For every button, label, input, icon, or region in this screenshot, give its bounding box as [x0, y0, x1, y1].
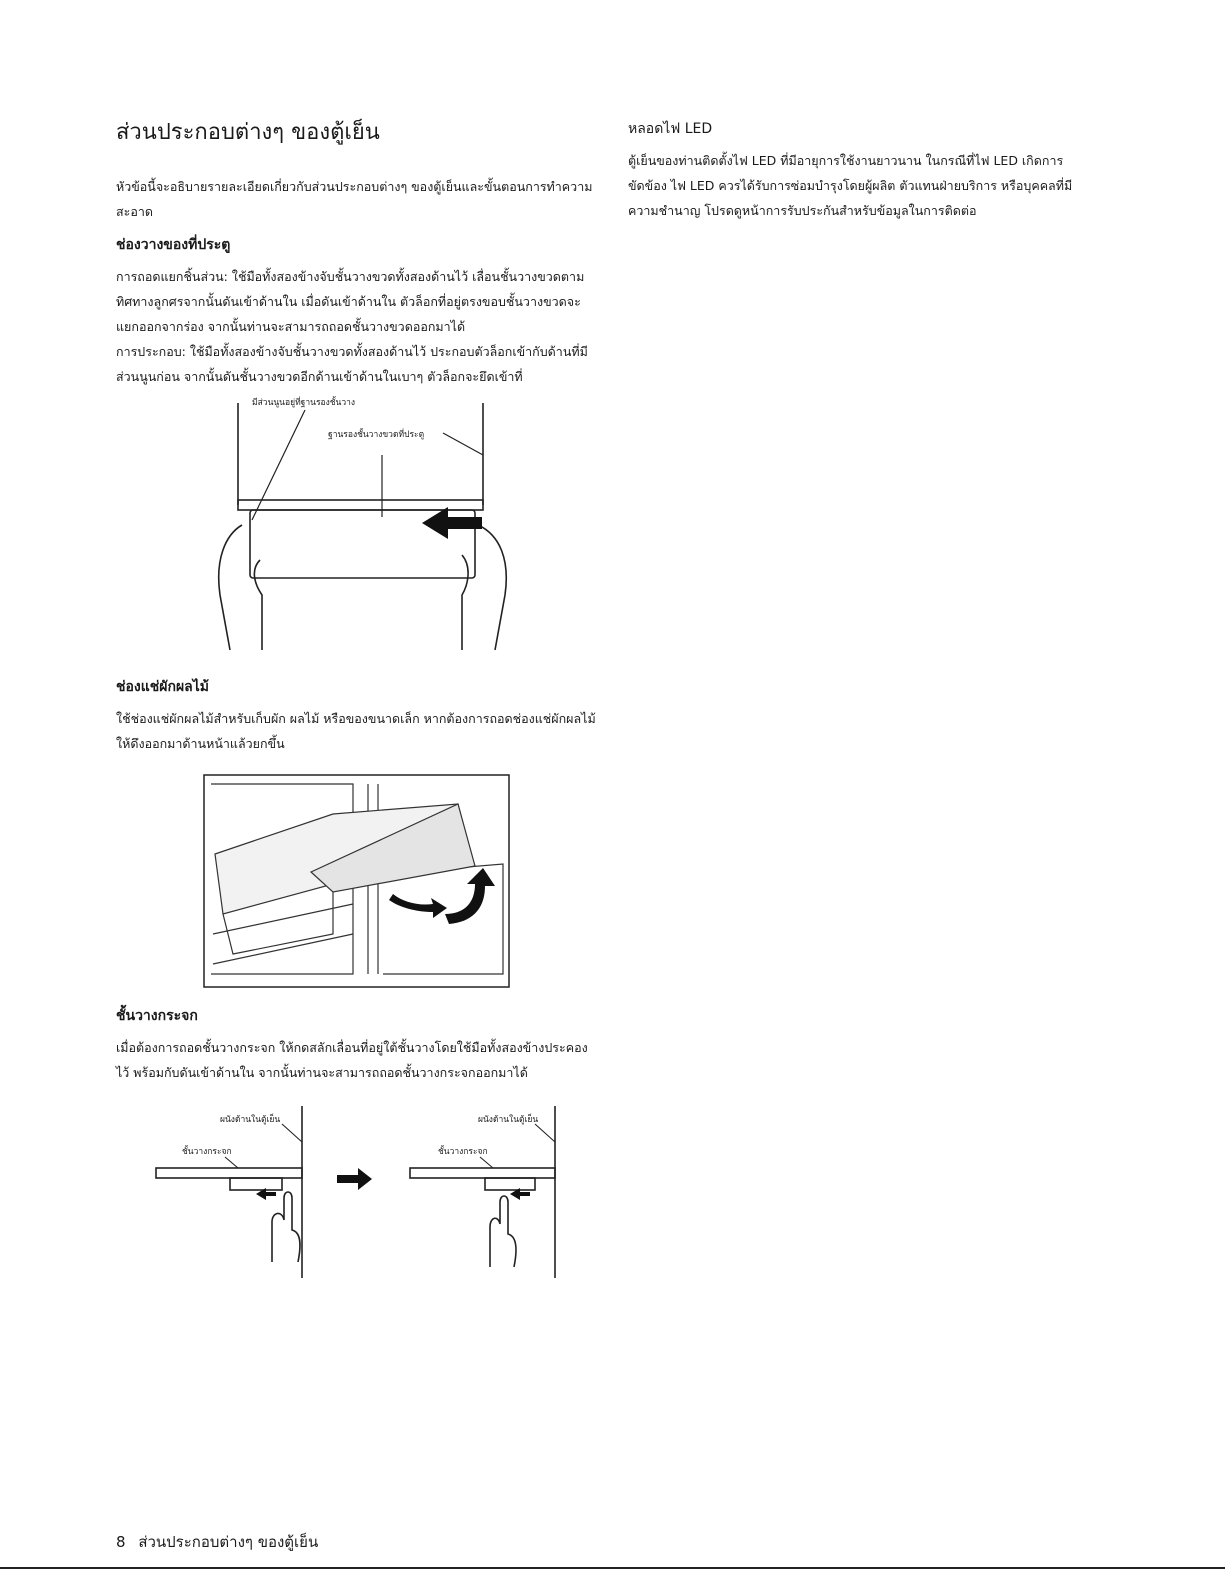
footer-rule: [0, 1567, 1225, 1569]
glass-shelf-heading: ชั้นวางกระจก: [116, 1008, 198, 1024]
door-shelf-assembly-text: การประกอบ: ใช้มือทั้งสองข้างจับชั้นวางขวดทั้งสองด้านไว้ ประกอบตัวล็อกเข้ากับด้านที่มีส่วนนูนก่อน จากนั้นดันชั้นวางขวดอีกด้านเข้าด้านในเบาๆ ตัวล็อกจะยึดเข้าที่: [116, 344, 588, 384]
door-shelf-label-base: ฐานรองชั้นวางขวดที่ประตู: [328, 430, 425, 440]
door-shelf-figure: [200, 395, 530, 660]
page-footer: [116, 1530, 318, 1554]
crisper-section: [116, 676, 596, 762]
glass-shelf-label-1: ชั้นวางกระจก: [182, 1147, 232, 1157]
crisper-heading: ช่องแช่ผักผลไม้: [116, 679, 210, 695]
page-number: 8: [116, 1533, 126, 1551]
intro-paragraph: หัวข้อนี้จะอธิบายรายละเอียดเกี่ยวกับส่วนประกอบต่างๆ ของตู้เย็นและขั้นตอนการทำความสะอาด: [116, 179, 593, 219]
glass-shelf-section: [116, 1005, 596, 1091]
door-shelf-heading: ช่องวางของที่ประตู: [116, 237, 231, 253]
led-text: ตู้เย็นของท่านติดตั้งไฟ LED ที่มีอายุการใช้งานยาวนาน ในกรณีที่ไฟ LED เกิดการขัดข้อง ไฟ LED ควรได้รับการซ่อมบำรุงโดยผู้ผลิต ตัวแทนฝ่ายบริการ หรือบุคคลที่มีความชำนาญ โปรดดูหน้าการรับประกันสำหรับข้อมูลในการติดต่อ: [628, 153, 1073, 218]
page-title: ส่วนประกอบต่างๆ ของตู้เย็น: [116, 120, 380, 145]
crisper-text: ใช้ช่องแช่ผักผลไม้สำหรับเก็บผัก ผลไม้ หรือของขนาดเล็ก หากต้องการถอดช่องแช่ผักผลไม้ ให้ดึงออกมาด้านหน้าแล้วยกขึ้น: [116, 711, 596, 751]
door-shelf-label-bump: มีส่วนนูนอยู่ที่ฐานรองชั้นวาง: [252, 398, 356, 408]
glass-shelf-label-2: ชั้นวางกระจก: [438, 1147, 488, 1157]
crisper-figure: [203, 774, 510, 988]
led-heading: หลอดไฟ LED: [628, 121, 713, 137]
glass-shelf-text: เมื่อต้องการถอดชั้นวางกระจก ให้กดสลักเลื่อนที่อยู่ใต้ชั้นวางโดยใช้มือทั้งสองข้างประคองไว้ พร้อมกับดันเข้าด้านใน จากนั้นท่านจะสามารถถอดชั้นวางกระจกออกมาได้: [116, 1040, 588, 1080]
glass-wall-label-1: ผนังด้านในตู้เย็น: [220, 1115, 281, 1125]
glass-shelf-figure: [150, 1102, 570, 1282]
right-column: [628, 118, 1088, 229]
footer-title: ส่วนประกอบต่างๆ ของตู้เย็น: [138, 1533, 319, 1551]
glass-wall-label-2: ผนังด้านในตู้เย็น: [478, 1115, 539, 1125]
left-column: [116, 118, 596, 395]
door-shelf-removal-text: การถอดแยกชิ้นส่วน: ใช้มือทั้งสองข้างจับชั้นวางขวดทั้งสองด้านไว้ เลื่อนชั้นวางขวดตามทิศทางลูกศรจากนั้นดันเข้าด้านใน เมื่อดันเข้าด้านใน ตัวล็อกที่อยู่ตรงขอบชั้นวางขวดจะแยกออกจากร่อง จากนั้นท่านจะสามารถถอดชั้นวางขวดออกมาได้: [116, 269, 585, 334]
